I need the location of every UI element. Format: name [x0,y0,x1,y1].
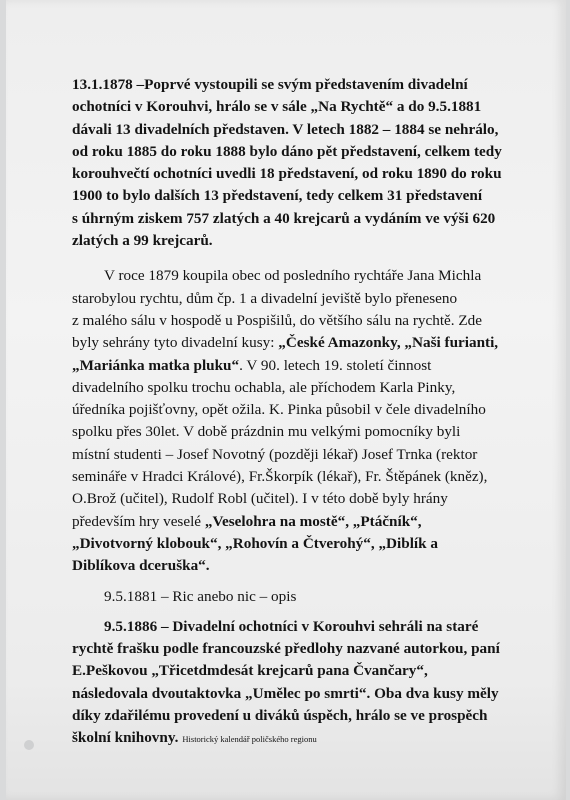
paragraph-1881: 9.5.1881 – Ric anebo nic – opis [104,587,297,605]
play-titles: „Mariánka matka pluku“ [72,356,240,374]
text-line: E.Peškovou „Třicetdmdesát krejcarů pana Čvančary“, [72,662,428,680]
text-line: korouhvečtí ochotníci uvedli 18 představení, od roku 1890 do roku [72,165,502,183]
text-line: z malého sálu v hospodě u Pospišilů, do většího sálu na rychtě. Zde [72,311,482,329]
text-line: rychtě frašku podle francouzské předlohy nazvané autorkou, paní [72,640,500,658]
text-fragment: především hry veselé [72,512,205,530]
text-line: 13.1.1878 –Poprvé vystoupili se svým představením divadelní [72,76,468,93]
paragraph-1879 [72,265,522,577]
play-titles: „České Amazonky, „Naši furianti, [278,334,499,352]
text-line [72,355,522,377]
document-text [72,74,522,751]
text-line: dávali 13 divadelních představen. V letech 1882 – 1884 se nehrálo, [72,120,499,138]
text-line [72,332,522,354]
text-line: následovala dvoutaktovka „Umělec po smrti“. Oba dva kusy měly [72,684,499,702]
text-line: 1900 to bylo dalších 13 představení, tedy celkem 31 představení [72,187,483,205]
paper-sheet [6,0,566,800]
text-line: O.Brož (učitel), Rudolf Robl (učitel). I v této době byly hrány [72,490,448,508]
pin-hole [24,740,34,750]
text-fragment: byly sehrány tyto divadelní kusy: [72,334,279,352]
text-line: starobylou rychtu, dům čp. 1 a divadelní jeviště bylo přeneseno [72,289,458,307]
source-note: Historický kalendář poličského regionu [182,734,317,745]
play-titles: „Veselohra na mostě“, „Ptáčník“, [204,512,422,530]
text-line: místní studenti – Josef Novotný (později lékař) Josef Trnka (rektor [72,445,478,463]
text-line: s úhrným ziskem 757 zlatých a 40 krejcarů a vydáním ve výši 620 [72,209,496,227]
text-line [72,511,522,533]
text-line: spolku přes 30let. V době prázdnin mu velkými pomocníky byli [72,423,461,441]
text-line: úředníka pojišťovny, opět ožila. K. Pinka působil v čele divadelního [72,401,486,419]
text-fragment: školní knihovny. [72,729,179,747]
text-line: díky zdařilému provedení u diváků úspěch, hrálo se ve prospěch [72,707,488,725]
paragraph-1886 [72,616,522,751]
text-line: semináře v Hradci Králové), Fr.Škorpík (lékař), Fr. Štěpánek (kněz), [72,468,488,486]
text-fragment: . V 90. letech 19. století činnost [239,356,432,374]
text-line [72,727,522,750]
text-line: zlatých a 99 krejcarů. [72,232,213,250]
text-line: V roce 1879 koupila obec od posledního rychtáře Jana Michla [104,267,482,285]
text-line: 9.5.1886 – Divadelní ochotníci v Korouhvi sehráli na staré [104,617,479,635]
text-line: divadelního spolku trochu ochabla, ale příchodem Karla Pinky, [72,378,456,396]
play-titles: „Divotvorný klobouk“, „Rohovín a Čtverohý“, „Diblík a [72,534,438,552]
paragraph-1878 [72,74,522,252]
text-line: od roku 1885 do roku 1888 bylo dáno pět představení, celkem tedy [72,142,502,160]
text-line: ochotníci v Korouhvi, hrálo se v sále „Na Rychtě“ a do 9.5.1881 [72,98,482,116]
play-titles: Diblíkova dceruška“. [72,557,210,575]
